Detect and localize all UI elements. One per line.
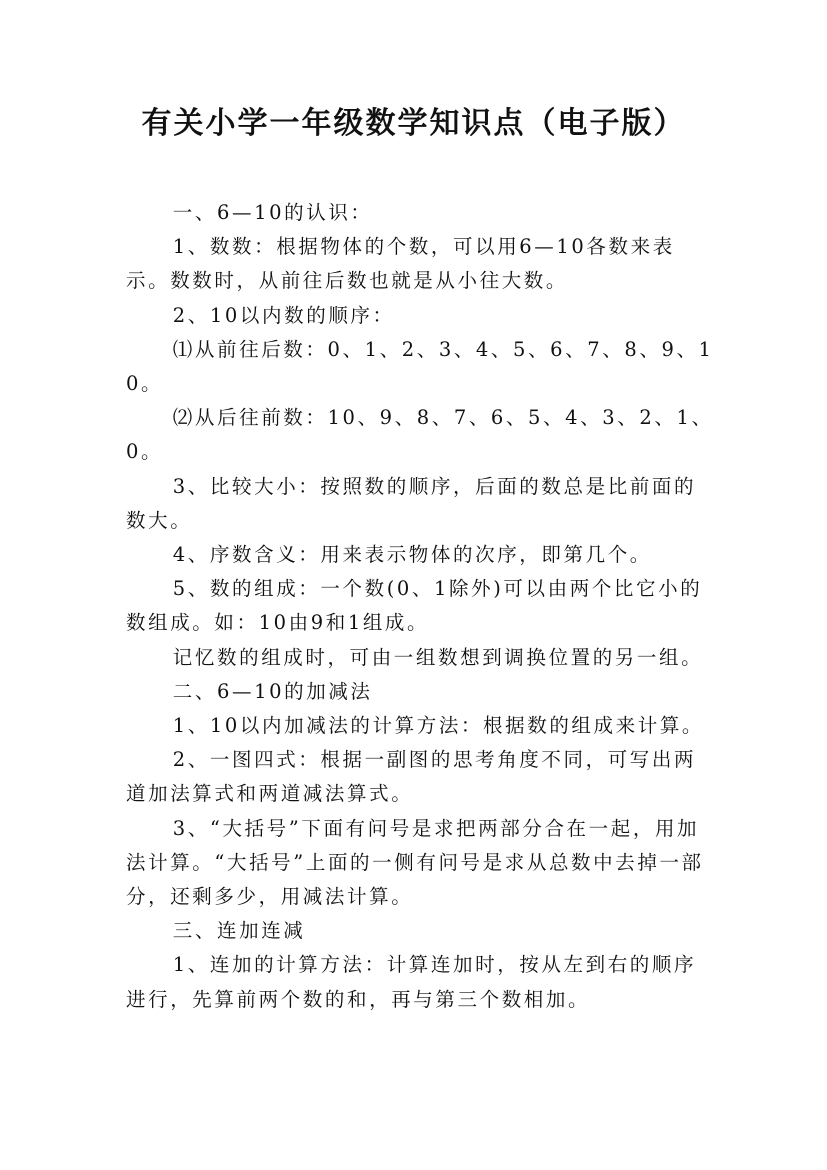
paragraph: 记忆数的组成时，可由一组数想到调换位置的另一组。 <box>172 645 704 669</box>
section-heading-2: 二、6—10的加减法 <box>172 679 373 703</box>
paragraph: 2、10以内数的顺序： <box>172 303 395 327</box>
section-heading-1: 一、6—10的认识： <box>172 201 373 224</box>
paragraph: 1、连加的计算方法：计算连加时，按从左到右的顺序进行，先算前两个数的和，再与第三个数相加。 <box>126 953 697 1011</box>
section-heading-3: 三、连加连减 <box>172 919 306 943</box>
paragraph: 4、序数含义：用来表示物体的次序，即第几个。 <box>172 543 652 567</box>
document-body <box>126 196 716 1017</box>
paragraph: 5、数的组成：一个数(0、1除外)可以由两个比它小的数组成。如：10由9和1组成。 <box>126 577 703 635</box>
paragraph: ⑵从后往前数：10、9、8、7、6、5、4、3、2、1、0。 <box>126 406 714 464</box>
paragraph: 2、一图四式：根据一副图的思考角度不同，可写出两道加法算式和两道减法算式。 <box>126 748 697 806</box>
paragraph: 1、数数：根据物体的个数，可以用6—10各数来表示。数数时，从前往后数也就是从小往大数。 <box>126 235 675 293</box>
paragraph: 3、比较大小：按照数的顺序，后面的数总是比前面的数大。 <box>126 474 697 532</box>
paragraph: ⑴从前往后数：0、1、2、3、4、5、6、7、8、9、10。 <box>126 337 714 396</box>
document-title: 有关小学一年级数学知识点（电子版） <box>141 106 686 141</box>
paragraph: 3、“大括号”下面有问号是求把两部分合在一起，用加法计算。“大括号”上面的一侧有问号是求从总数中去掉一部分，还剩多少，用减法计算。 <box>126 816 704 909</box>
paragraph: 1、10以内加减法的计算方法：根据数的组成来计算。 <box>172 714 705 738</box>
